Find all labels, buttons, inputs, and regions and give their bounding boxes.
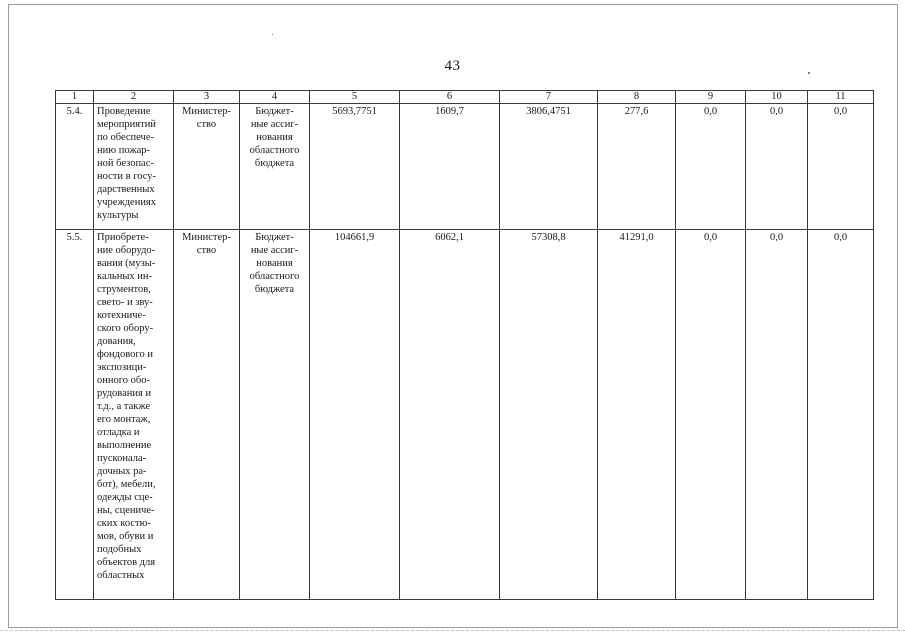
column-header-3: 3	[174, 91, 240, 104]
column-header-1: 1	[56, 91, 94, 104]
activity-name: Приобрете- ние оборудо- вания (музы- кальных ин- струментов, свето- и зву- котехниче- ского обору- дования, фондового и экспозици- онного обо- рудования и т.д., а также его монтаж, отладка и выполнение пусконала- дочных ра- бот), мебели, одежды сце- ны, сцениче- ских костю- мов, обуви и подобных объектов для областных	[94, 230, 174, 600]
value-total: 5693,7751	[310, 104, 400, 230]
column-header-4: 4	[240, 91, 310, 104]
value-col-9: 0,0	[676, 230, 746, 600]
value-total: 104661,9	[310, 230, 400, 600]
column-header-8: 8	[598, 91, 676, 104]
value-col-9: 0,0	[676, 104, 746, 230]
scan-speck	[808, 72, 810, 74]
value-col-8: 41291,0	[598, 230, 676, 600]
value-col-10: 0,0	[746, 230, 808, 600]
column-header-11: 11	[808, 91, 874, 104]
table-row	[56, 230, 874, 600]
value-col-7: 3806,4751	[500, 104, 598, 230]
scan-edge-line	[0, 630, 905, 631]
funding-source: Бюджет- ные ассиг- нования областного бюджета	[240, 104, 310, 230]
executor: Министер- ство	[174, 104, 240, 230]
funding-source: Бюджет- ные ассиг- нования областного бюджета	[240, 230, 310, 600]
scan-speck	[272, 34, 273, 35]
column-header-7: 7	[500, 91, 598, 104]
value-col-11: 0,0	[808, 230, 874, 600]
value-col-10: 0,0	[746, 104, 808, 230]
header-row	[56, 91, 874, 104]
column-header-2: 2	[94, 91, 174, 104]
executor: Министер- ство	[174, 230, 240, 600]
row-number: 5.4.	[56, 104, 94, 230]
column-header-6: 6	[400, 91, 500, 104]
column-header-5: 5	[310, 91, 400, 104]
column-header-9: 9	[676, 91, 746, 104]
table-row	[56, 104, 874, 230]
value-col-7: 57308,8	[500, 230, 598, 600]
budget-table	[55, 90, 874, 600]
value-col-11: 0,0	[808, 104, 874, 230]
row-number: 5.5.	[56, 230, 94, 600]
activity-name: Проведение мероприятий по обеспече- нию пожар- ной безопас- ности в госу- дарственных учреждениях культуры	[94, 104, 174, 230]
value-col-6: 1609,7	[400, 104, 500, 230]
value-col-8: 277,6	[598, 104, 676, 230]
value-col-6: 6062,1	[400, 230, 500, 600]
page-number: 43	[444, 58, 461, 74]
column-header-10: 10	[746, 91, 808, 104]
